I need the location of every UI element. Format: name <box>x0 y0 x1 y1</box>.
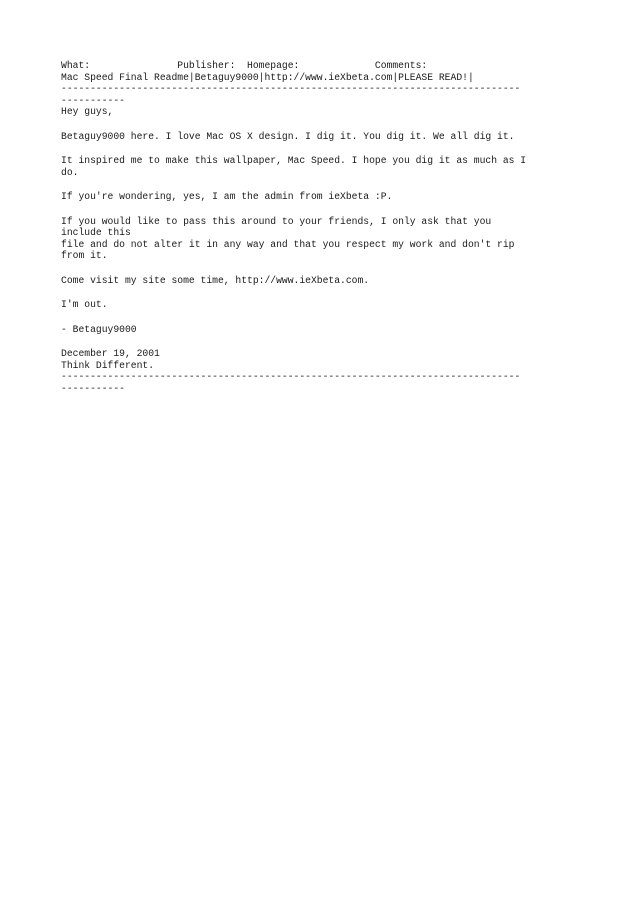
closing-divider-line: ------------------------------------------------------------------------------- <box>61 371 521 382</box>
signature: - Betaguy9000 <box>61 323 137 335</box>
greeting: Hey guys, <box>61 106 114 117</box>
readme-text <box>61 60 581 394</box>
date: December 19, 2001 <box>61 348 160 359</box>
divider-line-continued: ----------- <box>61 94 125 106</box>
paragraph-sign-off: I'm out. <box>61 299 108 310</box>
paragraph-sharing-line-4: from it. <box>61 250 108 261</box>
tagline: Think Different. <box>61 359 155 371</box>
paragraph-admin: If you're wondering, yes, I am the admin from ieXbeta :P. <box>61 191 393 202</box>
paragraph-inspiration-line-2: do. <box>61 166 79 178</box>
paragraph-sharing-line-3: file and do not alter it in any way and that you respect my work and don't rip <box>61 238 515 250</box>
header-labels: What: Publisher: Homepage: Comments: <box>61 60 428 71</box>
paragraph-visit-site: Come visit my site some time, http://www.ieXbeta.com. <box>61 274 370 286</box>
header-values: Mac Speed Final Readme|Betaguy9000|http://www.ieXbeta.com|PLEASE READ!| <box>61 71 474 83</box>
paragraph-sharing-line-2: include this <box>61 227 131 238</box>
paragraph-sharing-line-1: If you would like to pass this around to your friends, I only ask that you <box>61 215 492 227</box>
divider-line: ------------------------------------------------------------------------------- <box>61 83 521 94</box>
paragraph-intro: Betaguy9000 here. I love Mac OS X design. I dig it. You dig it. We all dig it. <box>61 130 515 142</box>
closing-divider-line-continued: ----------- <box>61 382 125 394</box>
paragraph-inspiration-line-1: It inspired me to make this wallpaper, Mac Speed. I hope you dig it as much as I <box>61 155 527 166</box>
